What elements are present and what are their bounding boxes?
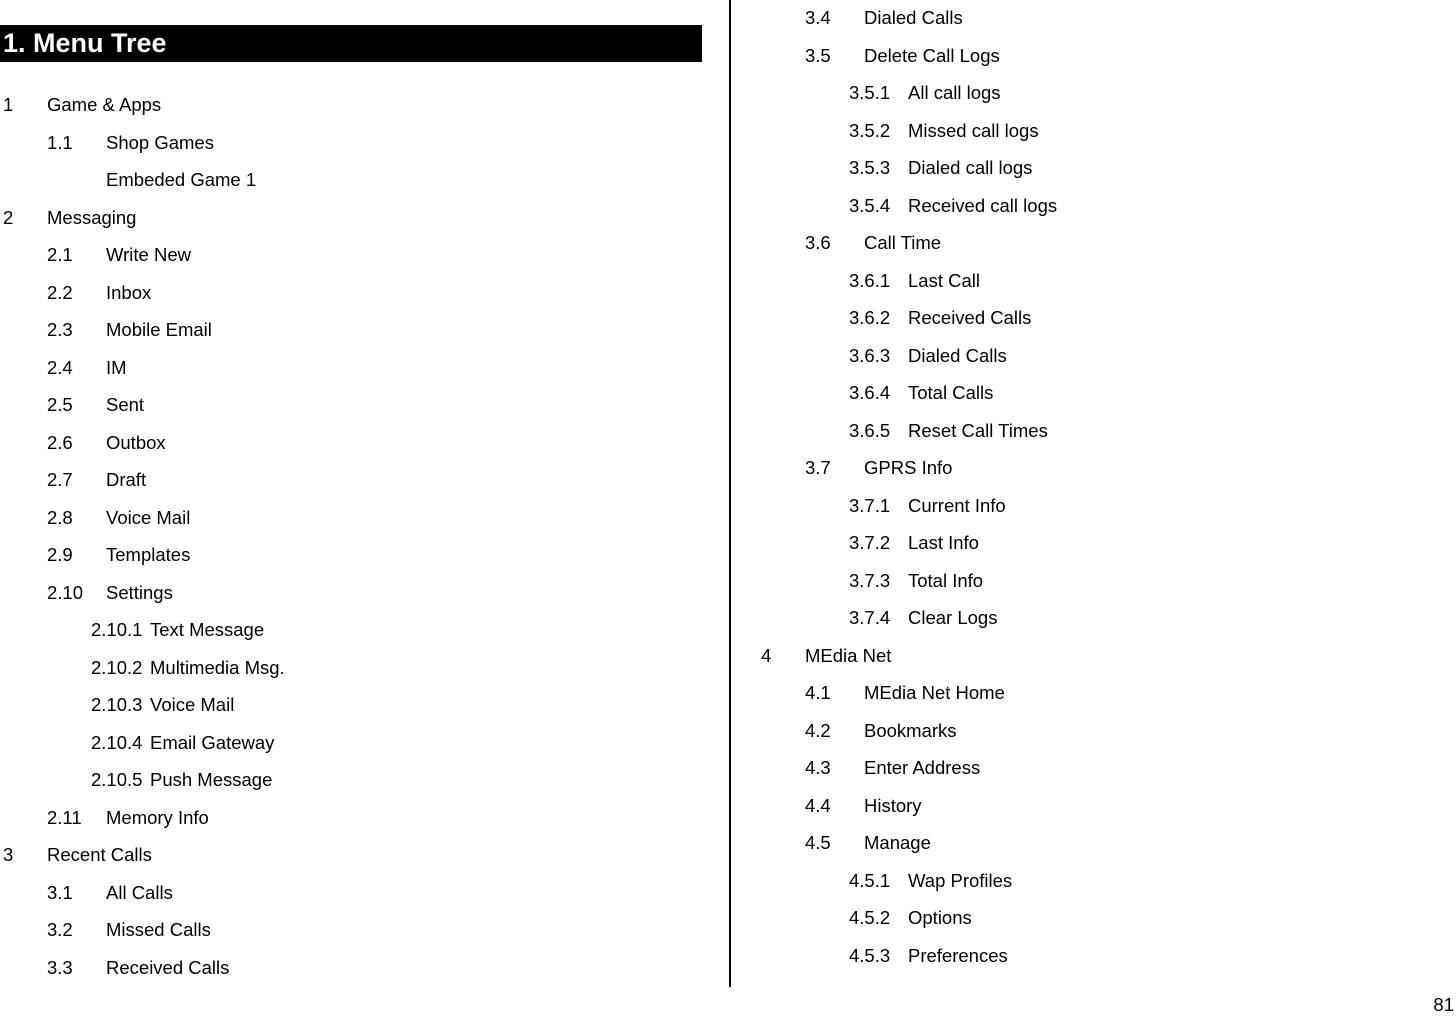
menu-item-label: Text Message [150, 619, 265, 640]
menu-item-label: IM [106, 356, 127, 378]
menu-item-label: Recent Calls [47, 844, 152, 865]
menu-item-label: Memory Info [106, 806, 209, 828]
menu-item-label: GPRS Info [864, 457, 953, 478]
menu-item-number: 3.7.2 [849, 532, 891, 553]
menu-item-number: 3.7.4 [849, 607, 891, 628]
menu-item-number: 2.1 [47, 244, 73, 265]
menu-item-label: Dialed Calls [908, 344, 1007, 366]
menu-item-label: Bookmarks [864, 719, 957, 741]
menu-item-label: Dialed call logs [908, 157, 1033, 178]
menu-item-label: All call logs [908, 82, 1001, 103]
section-heading: 1. Menu Tree [0, 25, 702, 62]
menu-item-number: 1.1 [47, 131, 73, 153]
menu-item-number: 3.6 [805, 232, 831, 253]
menu-item-label: Wap Profiles [908, 869, 1013, 891]
menu-item-number: 3.5.4 [849, 194, 891, 216]
menu-item-number: 2.10.1 [91, 619, 143, 640]
menu-item-number: 2.10.4 [91, 731, 143, 753]
menu-item-label: Voice Mail [106, 506, 191, 528]
menu-item-number: 2.10.3 [91, 694, 143, 715]
menu-item-label: Missed Calls [106, 919, 211, 940]
menu-item-number: 3.6.2 [849, 307, 891, 328]
menu-item-label: MEdia Net [805, 644, 892, 666]
menu-item-label: Total Info [908, 569, 984, 591]
menu-item-label: Options [908, 907, 972, 928]
menu-item-number: 4.1 [805, 682, 831, 703]
menu-item-label: Received call logs [908, 194, 1058, 216]
menu-item-number: 3.3 [47, 956, 73, 978]
menu-item-label: Last Info [908, 532, 979, 553]
menu-item-number: 3.6.3 [849, 344, 891, 366]
column-divider [729, 0, 731, 987]
menu-item-number: 2.7 [47, 469, 73, 490]
menu-item-label: Shop Games [106, 131, 214, 153]
menu-item-number: 2.2 [47, 281, 73, 303]
menu-item-label: Write New [106, 244, 191, 265]
menu-item-number: 4.5 [805, 832, 831, 853]
menu-item-label: Delete Call Logs [864, 44, 1000, 66]
menu-item-label: Mobile Email [106, 319, 212, 340]
menu-item-label: Call Time [864, 232, 942, 253]
menu-item-number: 3.6.4 [849, 382, 891, 403]
menu-item-number: 2.10.2 [91, 656, 143, 678]
menu-item-number: 3.5.2 [849, 119, 891, 141]
menu-item-number: 3.6.5 [849, 419, 891, 441]
menu-item-number: 2 [3, 206, 14, 228]
menu-item-number: 2.9 [47, 544, 73, 565]
menu-item-number: 3.7.1 [849, 494, 891, 516]
menu-item-number: 2.5 [47, 394, 73, 415]
menu-item-label: Last Call [908, 269, 980, 291]
menu-item-number: 2.4 [47, 356, 73, 378]
menu-item-label: Messaging [47, 206, 137, 228]
menu-item-number: 3.5 [805, 44, 831, 66]
menu-item-label: Draft [106, 469, 147, 490]
menu-item-number: 3.5.1 [849, 82, 891, 103]
menu-item-number: 3.6.1 [849, 269, 891, 291]
menu-item-number: 2.6 [47, 431, 73, 453]
menu-item-label: MEdia Net Home [864, 682, 1005, 703]
page-number: 81 [1433, 994, 1454, 1015]
menu-item-label: Templates [106, 544, 191, 565]
menu-item-label: Reset Call Times [908, 419, 1048, 441]
menu-item-label: Received Calls [908, 307, 1032, 328]
menu-item-label: Manage [864, 832, 931, 853]
menu-item-label: Settings [106, 581, 173, 603]
menu-item-number: 3.2 [47, 919, 73, 940]
menu-item-number: 4 [761, 644, 772, 666]
menu-item-label: Preferences [908, 944, 1008, 966]
menu-item-number: 3.5.3 [849, 157, 891, 178]
menu-item-number: 2.8 [47, 506, 73, 528]
menu-item-number: 2.10 [47, 581, 84, 603]
menu-item-number: 4.5.2 [849, 907, 891, 928]
menu-item-label: Voice Mail [150, 694, 235, 715]
menu-item-label: Outbox [106, 431, 166, 453]
menu-item-label: Enter Address [864, 757, 981, 778]
menu-item-number: 3.1 [47, 881, 73, 903]
menu-item-number: 3 [3, 844, 14, 865]
menu-item-label: Email Gateway [150, 731, 275, 753]
menu-item-number: 4.5.1 [849, 869, 891, 891]
menu-item-number: 2.11 [47, 806, 82, 828]
menu-item-number: 3.7 [805, 457, 831, 478]
menu-item-label: Current Info [908, 494, 1006, 516]
menu-item-label: Dialed Calls [864, 7, 963, 28]
menu-item-label: Missed call logs [908, 119, 1039, 141]
menu-item-number: 3.7.3 [849, 569, 891, 591]
menu-item-label: Embeded Game 1 [106, 169, 257, 190]
menu-item-number: 2.3 [47, 319, 73, 340]
menu-item-label: Clear Logs [908, 607, 998, 628]
menu-item-number: 4.2 [805, 719, 831, 741]
menu-item-number: 4.5.3 [849, 944, 891, 966]
menu-item-label: Push Message [150, 769, 273, 790]
menu-item-label: Total Calls [908, 382, 994, 403]
menu-item-number: 1 [3, 94, 14, 115]
menu-item-number: 2.10.5 [91, 769, 143, 790]
menu-item-label: Received Calls [106, 956, 230, 978]
menu-item-number: 4.3 [805, 757, 831, 778]
menu-item-label: Multimedia Msg. [150, 656, 285, 678]
menu-item-number: 3.4 [805, 7, 831, 28]
menu-item-number: 4.4 [805, 794, 831, 816]
menu-item-label: All Calls [106, 881, 173, 903]
menu-item-label: Game & Apps [47, 94, 162, 115]
menu-item-label: Inbox [106, 281, 152, 303]
menu-item-label: Sent [106, 394, 145, 415]
menu-item-label: History [864, 794, 922, 816]
